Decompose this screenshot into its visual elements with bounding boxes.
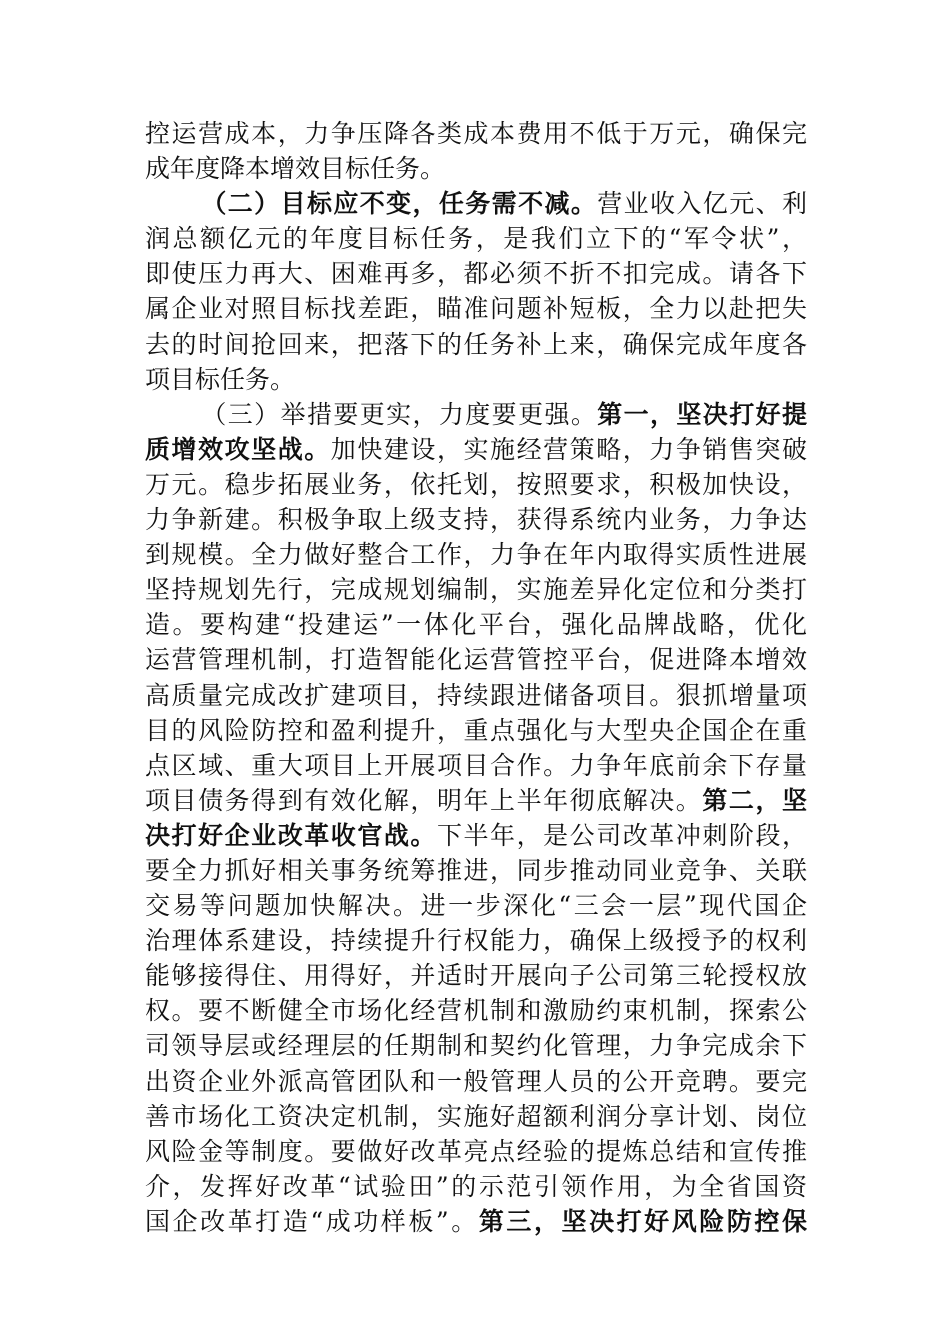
text-segment: 润总额亿元的年度目标任务，是我们立下的“军令状”， [145,224,807,254]
text-line [145,291,807,326]
text-line [145,958,807,993]
text-line [145,1134,807,1169]
text-line [145,467,807,502]
text-segment: 权。要不断健全市场化经营机制和激励约束机制，探索公 [145,996,807,1026]
text-line [145,572,807,607]
text-line [145,607,807,642]
text-segment: 成年度降本增效目标任务。 [145,154,446,184]
text-segment: 去的时间抢回来，把落下的任务补上来，确保完成年度各 [145,329,807,359]
bold-text-segment: 第二，坚 [702,785,807,815]
text-line [145,327,807,362]
text-line [145,713,807,748]
text-segment: 善市场化工资决定机制，实施好超额利润分享计划、岗位 [145,1101,807,1131]
bold-text-segment: 质增效攻坚战。 [145,434,331,464]
text-segment: 交易等问题加快解决。进一步深化“三会一层”现代国企 [145,891,807,921]
text-line [145,923,807,958]
text-line [145,1169,807,1204]
text-line [145,642,807,677]
text-line [145,748,807,783]
text-line [145,783,807,818]
text-line [145,502,807,537]
text-line [145,888,807,923]
text-segment: 下半年，是公司改革冲刺阶段， [436,820,807,850]
text-line [145,362,807,397]
text-segment: 风险金等制度。要做好改革亮点经验的提炼总结和宣传推 [145,1136,807,1166]
text-segment: 万元。稳步拓展业务，依托划，按照要求，积极加快设， [145,469,807,499]
text-line [145,1064,807,1099]
text-segment: （三）举措要更实，力度要更强。 [200,399,598,429]
text-segment: 加快建设，实施经营策略，力争销售突破 [330,434,807,464]
text-segment: 司领导层或经理层的任期制和契约化管理，力争完成余下 [145,1031,807,1061]
text-line [145,678,807,713]
text-segment: 项目标任务。 [145,364,296,394]
text-segment: 高质量完成改扩建项目，持续跟进储备项目。狠抓增量项 [145,680,807,710]
bold-text-segment: 第三，坚决打好风险防控保 [478,1206,807,1236]
text-segment: 即使压力再大、困难再多，都必须不折不扣完成。请各下 [145,259,807,289]
text-segment: 治理体系建设，持续提升行权能力，确保上级授予的权利 [145,926,807,956]
text-segment: 运营管理机制，打造智能化运营管控平台，促进降本增效 [145,645,807,675]
text-line [145,256,807,291]
bold-text-segment: 决打好企业改革收官战。 [145,820,437,850]
text-segment: 点区域、重大项目上开展项目合作。力争年底前余下存量 [145,750,807,780]
text-line [145,397,807,432]
text-segment: 坚持规划先行，完成规划编制，实施差异化定位和分类打 [145,575,807,605]
text-line [145,853,807,888]
text-segment: 要全力抓好相关事务统筹推进，同步推动同业竞争、关联 [145,855,807,885]
text-line [145,221,807,256]
text-line [145,537,807,572]
text-line [145,818,807,853]
text-segment: 力争新建。积极争取上级支持，获得系统内业务，力争达 [145,505,807,535]
text-segment: 属企业对照目标找差距，瞄准问题补短板，全力以赴把失 [145,294,807,324]
text-line [145,1099,807,1134]
text-line [145,1204,807,1239]
text-segment: 能够接得住、用得好，并适时开展向子公司第三轮授权放 [145,961,807,991]
text-line [145,186,807,221]
text-segment: 到规模。全力做好整合工作，力争在年内取得实质性进展 [145,540,807,570]
text-line [145,116,807,151]
document-body [145,116,807,1239]
text-segment: 介，发挥好改革“试验田”的示范引领作用，为全省国资 [145,1171,807,1201]
text-line [145,1028,807,1063]
text-segment: 国企改革打造“成功样板”。 [145,1206,479,1236]
text-segment: 造。要构建“投建运”一体化平台，强化品牌战略，优化 [145,610,807,640]
text-line [145,151,807,186]
bold-text-segment: （二）目标应不变，任务需不减。 [200,189,598,219]
text-segment: 营业收入亿元、利 [597,189,807,219]
text-line [145,432,807,467]
text-segment: 出资企业外派高管团队和一般管理人员的公开竞聘。要完 [145,1066,807,1096]
text-segment: 项目债务得到有效化解，明年上半年彻底解决。 [145,785,703,815]
text-line [145,993,807,1028]
text-segment: 控运营成本，力争压降各类成本费用不低于万元，确保完 [145,119,807,148]
text-segment: 目的风险防控和盈利提升，重点强化与大型央企国企在重 [145,715,807,745]
bold-text-segment: 第一，坚决打好提 [597,399,807,429]
